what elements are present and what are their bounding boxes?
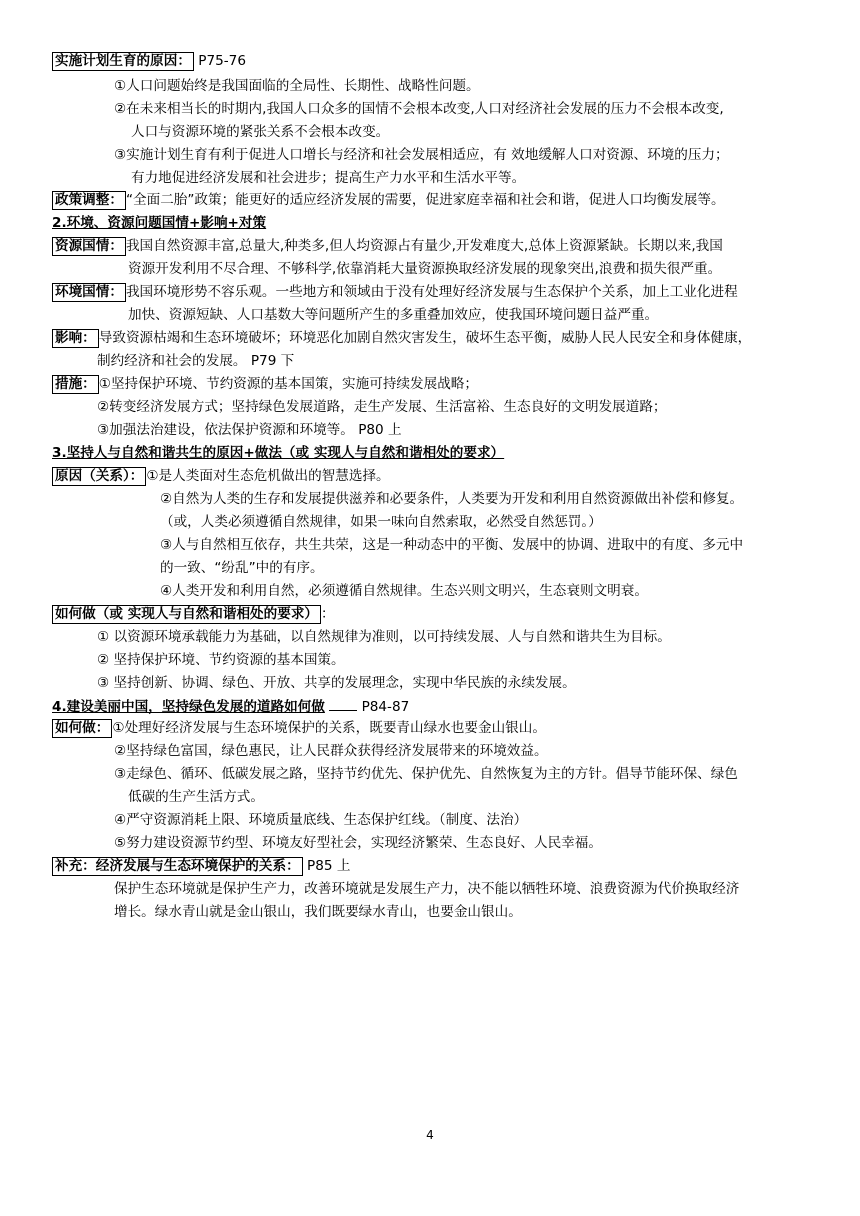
resource-label: 资源国情： xyxy=(52,237,126,256)
reason-text: ④人类开发和利用自然，必须遵循自然规律。生态兴则文明兴，生态衰则文明衰。 xyxy=(160,583,648,599)
env-text: 加快、资源短缺、人口基数大等问题所产生的多重叠加效应，使我国环境问题日益严重。 xyxy=(128,307,659,323)
reason-text: ③人与自然相互依存，共生共荣，这是一种动态中的平衡、发展中的协调、进取中的有度、多元中 xyxy=(160,537,744,553)
policy-line xyxy=(52,191,725,210)
sec4-underline xyxy=(329,697,357,711)
sec2-heading: 2.环境、资源问题国情+影响+对策 xyxy=(52,215,267,231)
sec3-how-item: ③ 坚持创新、协调、绿色、开放、共享的发展理念，实现中华民族的永续发展。 xyxy=(97,675,576,691)
sec4-how-item: ④严守资源消耗上限、环境质量底线、生态保护红线。（制度、法治） xyxy=(114,812,528,828)
measures-label: 措施： xyxy=(52,375,99,394)
sec4-page-ref: P84-87 xyxy=(361,699,410,715)
resource-text: 资源开发利用不尽合理、不够科学,依靠消耗大量资源换取经济发展的现象突出,浪费和损失很严重。 xyxy=(128,261,722,277)
supplement-line xyxy=(52,857,350,876)
sec1-item: ②在未来相当长的时期内,我国人口众多的国情不会根本改变,人口对经济社会发展的压力不会根本改变, xyxy=(114,101,724,117)
sec1-item: 有力地促进经济发展和社会进步；提高生产力水平和生活水平等。 xyxy=(131,170,526,186)
sec3-how-item: ① 以资源环境承载能力为基础，以自然规律为准则，以可持续发展、人与自然和谐共生为目标。 xyxy=(97,629,671,645)
reason-label: 原因（关系）： xyxy=(52,467,146,486)
resource-line xyxy=(52,237,723,256)
sec1-page-ref: P75-76 xyxy=(198,53,246,69)
supplement-label: 补充：经济发展与生态环境保护的关系： xyxy=(52,857,303,876)
sec1-item: ①人口问题始终是我国面临的全局性、长期性、战略性问题。 xyxy=(114,78,480,94)
sec4-heading-line xyxy=(52,697,409,717)
sec4-how-item: 低碳的生产生活方式。 xyxy=(128,789,264,805)
impact-text: 制约经济和社会的发展。 P79 下 xyxy=(97,353,295,369)
sec1-heading: 实施计划生育的原因： xyxy=(52,52,194,71)
impact-label: 影响： xyxy=(52,329,99,348)
env-line xyxy=(52,283,738,302)
env-label: 环境国情： xyxy=(52,283,126,302)
impact-text: 导致资源枯竭和生态环境破坏；环境恶化加剧自然灾害发生，破坏生态平衡，威胁人民人民安全和身体健康， xyxy=(98,330,752,346)
sec4-how-item: ③走绿色、循环、低碳发展之路，坚持节约优先、保护优先、自然恢复为主的方针。倡导节能环保、绿色 xyxy=(114,766,738,782)
resource-text: 我国自然资源丰富,总量大,种类多,但人均资源占有量少,开发难度大,总体上资源紧缺。长期以来,我国 xyxy=(125,238,723,254)
reason-text: ②自然为人类的生存和发展提供滋养和必要条件，人类要为开发和利用自然资源做出补偿和修复。 xyxy=(160,491,744,507)
supplement-ref: P85 上 xyxy=(307,858,351,874)
measures-line xyxy=(52,375,478,394)
sec4-how-item: ②坚持绿色富国，绿色惠民，让人民群众获得经济发展带来的环境效益。 xyxy=(114,743,548,759)
measures-text: ③加强法治建设，依法保护资源和环境等。 P80 上 xyxy=(97,422,402,438)
impact-line xyxy=(52,329,751,348)
sec1-heading-line xyxy=(52,52,246,71)
reason-text: ①是人类面对生态危机做出的智慧选择。 xyxy=(146,468,390,484)
sec3-how-item: ② 坚持保护环境、节约资源的基本国策。 xyxy=(97,652,345,668)
supplement-text: 保护生态环境就是保护生产力，改善环境就是发展生产力，决不能以牺牲环境、浪费资源为代价换取经济 xyxy=(114,881,740,897)
sec1-item: 人口与资源环境的紧张关系不会根本改变。 xyxy=(131,124,390,140)
sec4-how-label: 如何做： xyxy=(52,719,112,738)
reason-text: 的一致、“纷乱”中的有序。 xyxy=(160,560,324,576)
policy-label: 政策调整： xyxy=(52,191,126,210)
sec1-item: ③实施计划生育有利于促进人口增长与经济和社会发展相适应，有 效地缓解人口对资源、环境的压力； xyxy=(114,147,729,163)
measures-text: ②转变经济发展方式；坚持绿色发展道路，走生产发展、生活富裕、生态良好的文明发展道路； xyxy=(97,399,667,415)
sec4-how-item: ⑤努力建设资源节约型、环境友好型社会，实现经济繁荣、生态良好、人民幸福。 xyxy=(114,835,602,851)
page-number: 4 xyxy=(426,1128,434,1142)
policy-text: “全面二胎”政策；能更好的适应经济发展的需要，促进家庭幸福和社会和谐，促进人口均衡发展等。 xyxy=(125,192,725,208)
sec4-how-text: ①处理好经济发展与生态环境保护的关系，既要青山绿水也要金山银山。 xyxy=(112,720,546,736)
sec3-how-line xyxy=(52,605,335,624)
measures-text: ①坚持保护环境、节约资源的基本国策，实施可持续发展战略； xyxy=(98,376,478,392)
reason-text: （或，人类必须遵循自然规律，如果一味向自然索取，必然受自然惩罚。） xyxy=(160,514,602,530)
supplement-text: 增长。绿水青山就是金山银山，我们既要绿水青山，也要金山银山。 xyxy=(114,904,522,920)
sec3-heading: 3.坚持人与自然和谐共生的原因+做法（或 实现人与自然和谐相处的要求） xyxy=(52,445,505,461)
env-text: 我国环境形势不容乐观。一些地方和领域由于没有处理好经济发展与生态保护个关系，加上工业化进程 xyxy=(125,284,738,300)
sec4-how-line xyxy=(52,719,546,738)
sec3-how-label: 如何做（或 实现人与自然和谐相处的要求） xyxy=(52,605,321,624)
sec3-how-colon: ： xyxy=(321,606,335,622)
reason-line xyxy=(52,467,390,486)
sec4-heading: 4.建设美丽中国，坚持绿色发展的道路如何做 xyxy=(52,699,325,715)
